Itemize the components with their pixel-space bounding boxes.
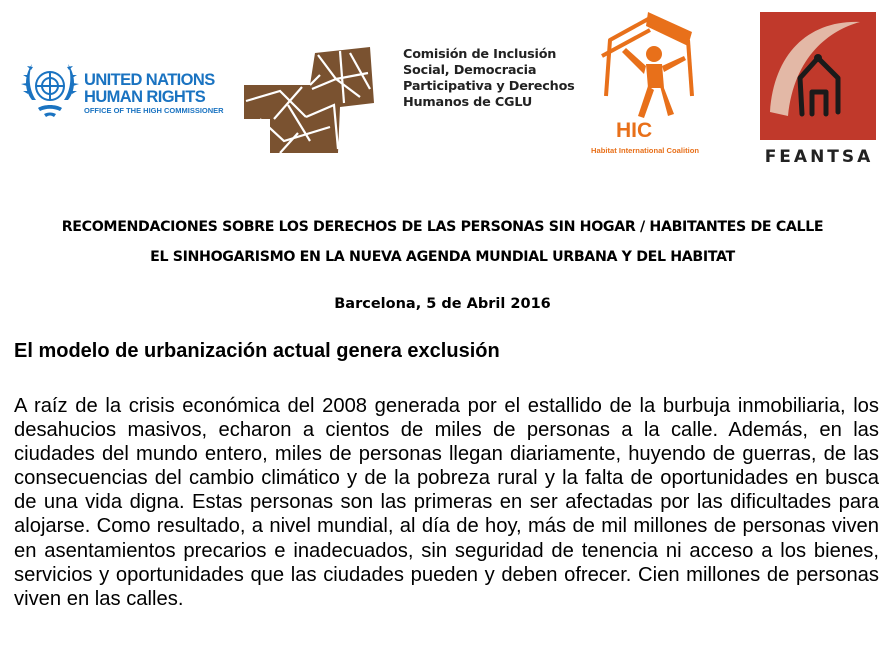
hic-logo <box>588 10 723 160</box>
section-heading: El modelo de urbanización actual genera exclusión <box>14 340 500 362</box>
un-line-1: UNITED NATIONS <box>84 71 215 89</box>
un-emblem-icon <box>20 50 80 125</box>
feantsa-logo <box>760 12 876 140</box>
hic-subtitle: Habitat International Coalition <box>591 146 700 155</box>
feantsa-name: FEANTSA <box>764 147 874 167</box>
cglu-logo <box>240 45 405 155</box>
document-date: Barcelona, 5 de Abril 2016 <box>334 296 551 312</box>
un-human-rights-logo <box>20 50 224 125</box>
un-line-3: OFFICE OF THE HIGH COMMISSIONER <box>84 106 224 115</box>
cglu-line: Participativa y Derechos <box>403 79 575 94</box>
un-line-2: HUMAN RIGHTS <box>84 88 206 106</box>
cglu-line: Humanos de CGLU <box>403 95 533 110</box>
document-title-line-2: EL SINHOGARISMO EN LA NUEVA AGENDA MUNDIAL URBANA Y DEL HABITAT <box>150 249 735 265</box>
cglu-mosaic-icon <box>240 45 405 155</box>
document-title-line-1: RECOMENDACIONES SOBRE LOS DERECHOS DE LAS PERSONAS SIN HOGAR / HABITANTES DE CALLE <box>61 219 824 235</box>
cglu-line: Social, Democracia <box>403 63 537 78</box>
feantsa-house-icon <box>760 12 876 140</box>
hic-house-figure-icon <box>588 10 723 120</box>
hic-name: HIC <box>616 119 653 142</box>
cglu-line: Comisión de Inclusión <box>403 47 557 62</box>
body-paragraph: A raíz de la crisis económica del 2008 generada por el estallido de la burbuja inmobiliaria, los desahucios masivos, echaron a cientos de miles de personas a la calle. Además, en las ciudades del mundo entero, miles de personas llegan diariamente, huyendo de guerras, de las consecuencias del cambio climático y de la pobreza rural y la falta de oportunidades en busca de una vida digna. Estas personas son las primeras en ser afectadas por las dificultades para alojarse. Como resultado, a nivel mundial, al día de hoy, más de mil millones de personas viven en asentamientos precarios e inadecuados, sin seguridad de tenencia ni acceso a los bienes, servicios y oportunidades que las ciudades pueden y deben ofrecer. Cien millones de personas viven en las calles. <box>14 395 879 610</box>
cglu-name <box>403 47 588 111</box>
